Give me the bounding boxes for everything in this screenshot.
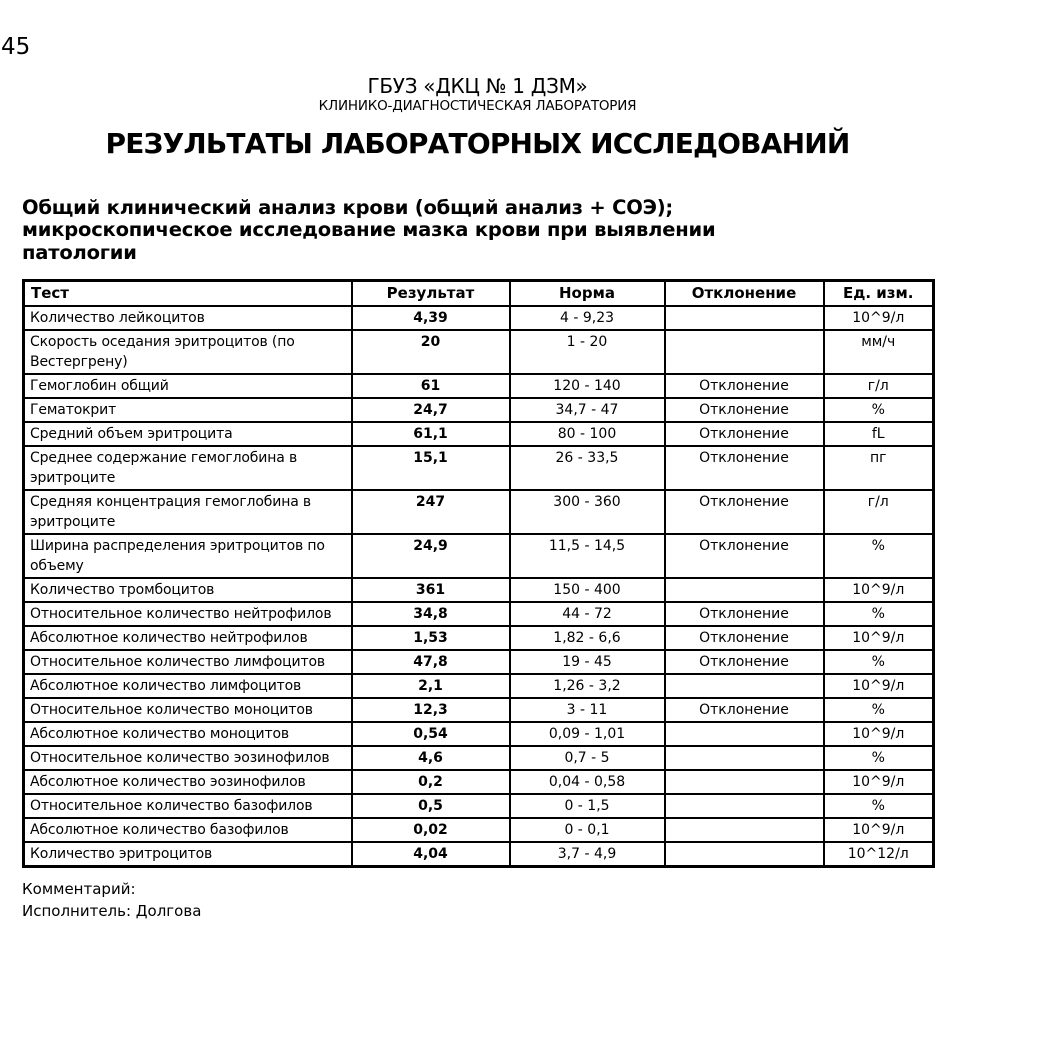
table-row	[24, 374, 934, 398]
norm-cell: 11,5 - 14,5	[510, 534, 665, 578]
norm-cell: 0,09 - 1,01	[510, 722, 665, 746]
norm-cell: 300 - 360	[510, 490, 665, 534]
table-row	[24, 818, 934, 842]
unit-cell: %	[824, 698, 934, 722]
result-cell: 4,04	[352, 842, 510, 867]
deviation-cell: Отклонение	[665, 602, 824, 626]
table-row	[24, 306, 934, 330]
result-cell: 361	[352, 578, 510, 602]
norm-cell: 80 - 100	[510, 422, 665, 446]
unit-cell: %	[824, 534, 934, 578]
norm-cell: 34,7 - 47	[510, 398, 665, 422]
result-cell: 247	[352, 490, 510, 534]
col-header-result: Результат	[352, 280, 510, 306]
test-name-cell: Абсолютное количество базофилов	[24, 818, 352, 842]
result-cell: 34,8	[352, 602, 510, 626]
col-header-test: Тест	[24, 280, 352, 306]
unit-cell: мм/ч	[824, 330, 934, 374]
norm-cell: 4 - 9,23	[510, 306, 665, 330]
result-cell: 4,6	[352, 746, 510, 770]
unit-cell: 10^9/л	[824, 674, 934, 698]
test-name-cell: Средний объем эритроцита	[24, 422, 352, 446]
result-cell: 61,1	[352, 422, 510, 446]
deviation-cell	[665, 794, 824, 818]
table-row	[24, 422, 934, 446]
analysis-heading	[22, 197, 933, 264]
norm-cell: 0,7 - 5	[510, 746, 665, 770]
norm-cell: 26 - 33,5	[510, 446, 665, 490]
col-header-unit: Ед. изм.	[824, 280, 934, 306]
table-row	[24, 674, 934, 698]
test-name-cell: Количество лейкоцитов	[24, 306, 352, 330]
deviation-cell	[665, 746, 824, 770]
unit-cell: пг	[824, 446, 934, 490]
test-name-cell: Средняя концентрация гемоглобина в эритроците	[24, 490, 352, 534]
norm-cell: 0 - 0,1	[510, 818, 665, 842]
unit-cell: г/л	[824, 490, 934, 534]
test-name-cell: Относительное количество эозинофилов	[24, 746, 352, 770]
result-cell: 0,02	[352, 818, 510, 842]
result-cell: 0,54	[352, 722, 510, 746]
result-cell: 0,2	[352, 770, 510, 794]
deviation-cell	[665, 842, 824, 867]
deviation-cell: Отклонение	[665, 698, 824, 722]
table-row	[24, 626, 934, 650]
test-name-cell: Относительное количество базофилов	[24, 794, 352, 818]
table-row	[24, 330, 934, 374]
deviation-cell: Отклонение	[665, 398, 824, 422]
analysis-heading-line: патологии	[22, 240, 137, 264]
test-name-cell: Абсолютное количество нейтрофилов	[24, 626, 352, 650]
comment-label: Комментарий:	[22, 879, 136, 898]
table-header-row	[24, 280, 934, 306]
table-row	[24, 578, 934, 602]
unit-cell: %	[824, 794, 934, 818]
page-number: 45	[1, 34, 31, 60]
org-name: ГБУЗ «ДКЦ № 1 ДЗМ»	[367, 74, 588, 98]
deviation-cell	[665, 306, 824, 330]
unit-cell: 10^9/л	[824, 578, 934, 602]
table-row	[24, 698, 934, 722]
result-cell: 24,9	[352, 534, 510, 578]
result-cell: 61	[352, 374, 510, 398]
document-content	[22, 0, 933, 922]
result-cell: 15,1	[352, 446, 510, 490]
unit-cell: %	[824, 650, 934, 674]
result-cell: 20	[352, 330, 510, 374]
deviation-cell	[665, 818, 824, 842]
unit-cell: 10^9/л	[824, 722, 934, 746]
table-row	[24, 794, 934, 818]
unit-cell: 10^9/л	[824, 306, 934, 330]
norm-cell: 3 - 11	[510, 698, 665, 722]
table-row	[24, 446, 934, 490]
unit-cell: %	[824, 602, 934, 626]
deviation-cell	[665, 770, 824, 794]
report-footer	[22, 878, 933, 922]
executor-line: Исполнитель: Долгова	[22, 901, 202, 920]
test-name-cell: Количество эритроцитов	[24, 842, 352, 867]
deviation-cell: Отклонение	[665, 650, 824, 674]
test-name-cell: Относительное количество нейтрофилов	[24, 602, 352, 626]
result-cell: 4,39	[352, 306, 510, 330]
unit-cell: 10^9/л	[824, 770, 934, 794]
deviation-cell	[665, 722, 824, 746]
deviation-cell	[665, 674, 824, 698]
results-table	[22, 279, 935, 868]
result-cell: 24,7	[352, 398, 510, 422]
unit-cell: %	[824, 746, 934, 770]
col-header-norm: Норма	[510, 280, 665, 306]
norm-cell: 0 - 1,5	[510, 794, 665, 818]
unit-cell: 10^12/л	[824, 842, 934, 867]
result-cell: 2,1	[352, 674, 510, 698]
table-row	[24, 722, 934, 746]
norm-cell: 3,7 - 4,9	[510, 842, 665, 867]
norm-cell: 19 - 45	[510, 650, 665, 674]
deviation-cell: Отклонение	[665, 446, 824, 490]
result-cell: 0,5	[352, 794, 510, 818]
table-row	[24, 770, 934, 794]
test-name-cell: Гемоглобин общий	[24, 374, 352, 398]
test-name-cell: Абсолютное количество эозинофилов	[24, 770, 352, 794]
norm-cell: 1 - 20	[510, 330, 665, 374]
norm-cell: 44 - 72	[510, 602, 665, 626]
test-name-cell: Абсолютное количество моноцитов	[24, 722, 352, 746]
table-row	[24, 602, 934, 626]
norm-cell: 0,04 - 0,58	[510, 770, 665, 794]
deviation-cell: Отклонение	[665, 626, 824, 650]
deviation-cell	[665, 578, 824, 602]
norm-cell: 120 - 140	[510, 374, 665, 398]
table-row	[24, 650, 934, 674]
table-row	[24, 398, 934, 422]
table-row	[24, 746, 934, 770]
test-name-cell: Относительное количество моноцитов	[24, 698, 352, 722]
deviation-cell: Отклонение	[665, 422, 824, 446]
norm-cell: 150 - 400	[510, 578, 665, 602]
deviation-cell: Отклонение	[665, 490, 824, 534]
unit-cell: %	[824, 398, 934, 422]
test-name-cell: Ширина распределения эритроцитов по объему	[24, 534, 352, 578]
test-name-cell: Гематокрит	[24, 398, 352, 422]
deviation-cell: Отклонение	[665, 534, 824, 578]
result-cell: 1,53	[352, 626, 510, 650]
test-name-cell: Относительное количество лимфоцитов	[24, 650, 352, 674]
analysis-heading-line: микроскопическое исследование мазка крови при выявлении	[22, 218, 716, 242]
result-cell: 47,8	[352, 650, 510, 674]
unit-cell: 10^9/л	[824, 626, 934, 650]
unit-cell: 10^9/л	[824, 818, 934, 842]
col-header-deviation: Отклонение	[665, 280, 824, 306]
deviation-cell	[665, 330, 824, 374]
test-name-cell: Абсолютное количество лимфоцитов	[24, 674, 352, 698]
unit-cell: fL	[824, 422, 934, 446]
page-title: РЕЗУЛЬТАТЫ ЛАБОРАТОРНЫХ ИССЛЕДОВАНИЙ	[105, 127, 850, 160]
result-cell: 12,3	[352, 698, 510, 722]
test-name-cell: Среднее содержание гемоглобина в эритроците	[24, 446, 352, 490]
table-row	[24, 490, 934, 534]
table-row	[24, 842, 934, 867]
org-subtitle: КЛИНИКО-ДИАГНОСТИЧЕСКАЯ ЛАБОРАТОРИЯ	[318, 98, 637, 114]
test-name-cell: Количество тромбоцитов	[24, 578, 352, 602]
table-row	[24, 534, 934, 578]
test-name-cell: Скорость оседания эритроцитов (по Вестергрену)	[24, 330, 352, 374]
unit-cell: г/л	[824, 374, 934, 398]
norm-cell: 1,82 - 6,6	[510, 626, 665, 650]
deviation-cell: Отклонение	[665, 374, 824, 398]
norm-cell: 1,26 - 3,2	[510, 674, 665, 698]
analysis-heading-line: Общий клинический анализ крови (общий анализ + СОЭ);	[22, 196, 674, 219]
